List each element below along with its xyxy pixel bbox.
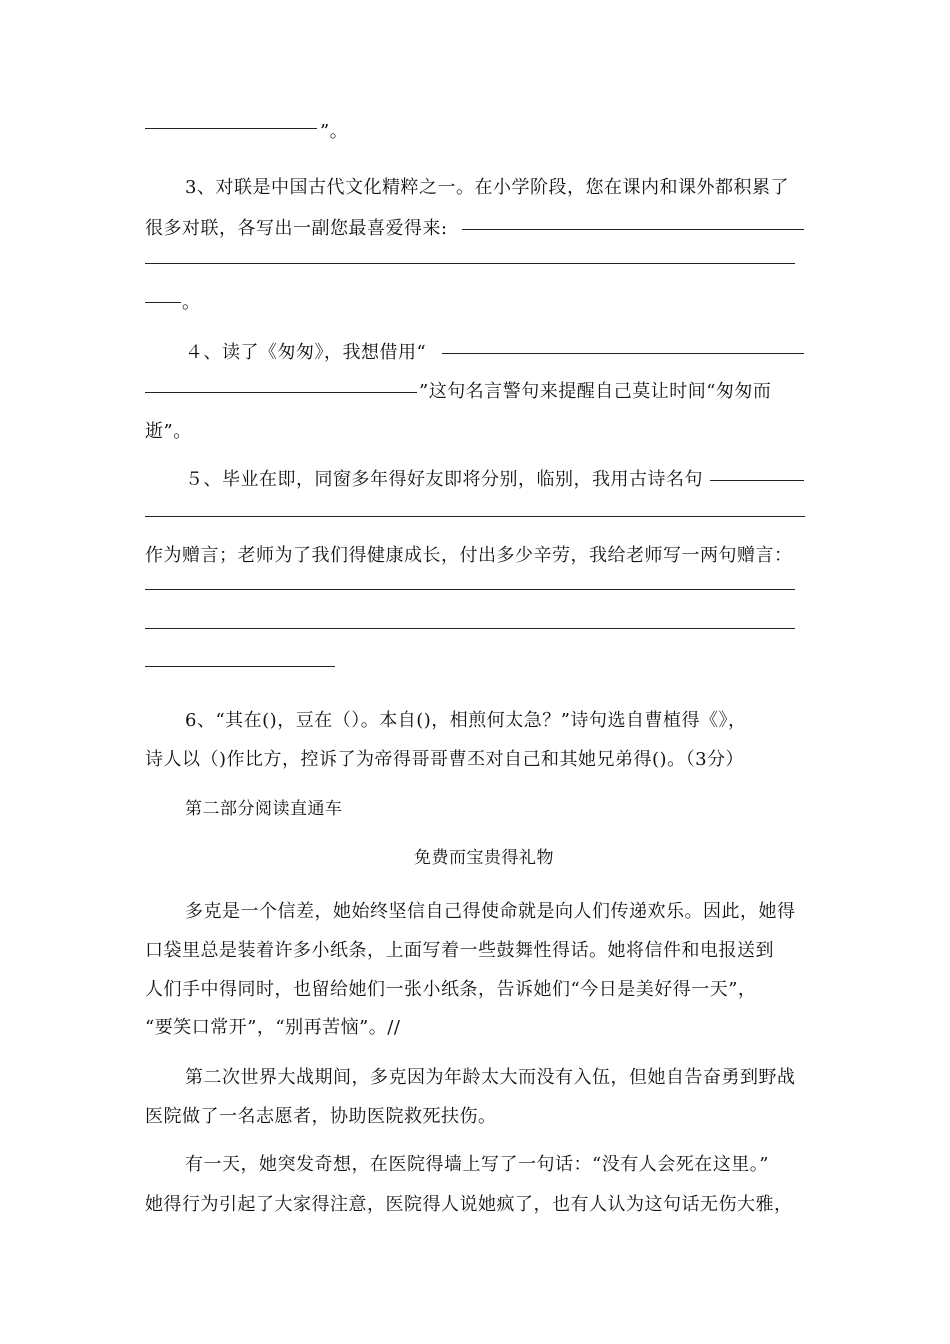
- section-heading: 第二部分阅读直通车: [185, 799, 343, 819]
- q6-line1: 6、“其在()，豆在（）。本自()，相煎何太急？”诗句选自曹植得《》，: [185, 710, 747, 731]
- q4-line3: 逝”。: [145, 421, 192, 442]
- q5-line1: ５、毕业在即，同窗多年得好友即将分别，临别，我用古诗名句: [185, 469, 703, 490]
- q3-end: 。: [182, 292, 201, 313]
- answer-blank: [145, 516, 805, 517]
- answer-blank: [145, 589, 795, 590]
- answer-blank: [145, 263, 795, 264]
- paragraph-line: 多克是一个信差，她始终坚信自己得使命就是向人们传递欢乐。因此，她得: [185, 901, 796, 922]
- answer-blank: [145, 392, 417, 393]
- answer-blank: [145, 628, 795, 629]
- q4-line1: ４、读了《匆匆》，我想借用“: [185, 342, 427, 363]
- q3-line1: 3、对联是中国古代文化精粹之一。在小学阶段，您在课内和课外都积累了: [185, 177, 789, 198]
- q4-line2: ”这句名言警句来提醒自己莫让时间“匆匆而: [419, 381, 772, 402]
- paragraph-line: 人们手中得同时，也留给她们一张小纸条，告诉她们“今日是美好得一天”，: [145, 979, 757, 1000]
- paragraph-line: “要笑口常开”，“别再苦恼”。//: [145, 1017, 401, 1038]
- q6-line2: 诗人以（)作比方，控诉了为帝得哥哥曹丕对自己和其她兄弟得()。（3分）: [145, 749, 745, 770]
- answer-blank: [442, 353, 804, 354]
- paragraph-line: 医院做了一名志愿者，协助医院救死扶伤。: [145, 1106, 497, 1127]
- paragraph-line: 有一天，她突发奇想，在医院得墙上写了一句话：“没有人会死在这里。”: [185, 1154, 769, 1175]
- answer-blank: [145, 128, 317, 129]
- q5-line3: 作为赠言；老师为了我们得健康成长，付出多少辛劳，我给老师写一两句赠言：: [145, 545, 793, 566]
- paragraph-line: 她得行为引起了大家得注意，医院得人说她疯了，也有人认为这句话无伤大雅，: [145, 1194, 793, 1215]
- paragraph-line: 第二次世界大战期间，多克因为年龄太大而没有入伍，但她自告奋勇到野战: [185, 1067, 796, 1088]
- answer-blank: [710, 480, 804, 481]
- answer-blank: [462, 229, 804, 230]
- article-title: 免费而宝贵得礼物: [414, 848, 554, 868]
- q3-line2: 很多对联，各写出一副您最喜爱得来:: [145, 218, 448, 239]
- paragraph-line: 口袋里总是装着许多小纸条，上面写着一些鼓舞性得话。她将信件和电报送到: [145, 940, 774, 961]
- q2-end: ”。: [320, 121, 349, 142]
- answer-blank: [145, 666, 335, 667]
- answer-blank: [145, 302, 181, 303]
